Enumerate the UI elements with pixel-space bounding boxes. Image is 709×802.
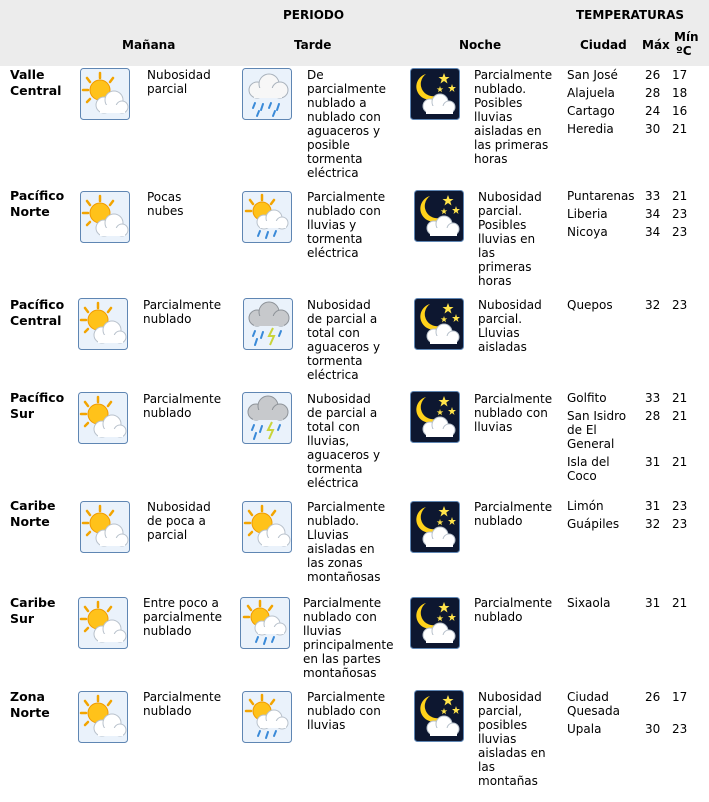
forecast-line: Entre poco a	[143, 596, 219, 610]
forecast-line: Lluvias	[478, 326, 520, 340]
periodo-heading: PERIODO	[283, 8, 345, 22]
max-temp: 26	[645, 68, 661, 82]
forecast-line: las	[478, 760, 495, 774]
forecast-line: Nubosidad	[307, 298, 371, 312]
region-name-line: Caribe	[10, 595, 56, 610]
city-name-line: San José	[567, 68, 618, 82]
min-temp: 21	[672, 189, 688, 203]
tarde-forecast-text	[307, 392, 380, 490]
forecast-line: nublado	[474, 514, 523, 528]
sun-cloud-rain-icon	[242, 191, 292, 243]
forecast-line: parcial	[147, 528, 188, 542]
noche-forecast-text	[474, 392, 552, 434]
min-temp: 23	[672, 517, 688, 531]
city-name	[567, 68, 645, 82]
temperaturas-heading: TEMPERATURAS	[576, 8, 685, 22]
max-temp: 31	[645, 596, 661, 610]
forecast-line: tormenta	[307, 462, 363, 476]
forecast-line: eléctrica	[307, 246, 359, 260]
noche-forecast-text	[474, 500, 552, 528]
city-name	[567, 225, 645, 239]
forecast-line: Parcialmente	[143, 298, 222, 312]
storm-cloud-rain-icon	[242, 392, 292, 444]
min-temp: 21	[672, 409, 688, 423]
region-name-line: Norte	[10, 204, 50, 219]
forecast-line: parcialmente	[307, 82, 387, 96]
forecast-line: Parcialmente	[143, 392, 222, 406]
forecast-line: total con	[307, 326, 360, 340]
manana-forecast-text	[143, 392, 221, 420]
city-name	[567, 298, 645, 312]
forecast-line: nublado	[474, 610, 523, 624]
forecast-line: Nubosidad	[307, 392, 371, 406]
city-name	[567, 207, 645, 221]
city-name-line: Guápiles	[567, 517, 620, 531]
forecast-line: lluvias	[474, 420, 513, 434]
forecast-line: de parcial a	[307, 406, 378, 420]
forecast-line: Pocas	[147, 190, 182, 204]
max-temp: 33	[645, 391, 661, 405]
moon-stars-cloud-icon	[414, 298, 464, 350]
forecast-line: tormenta	[307, 354, 363, 368]
city-name-line: Golfito	[567, 391, 607, 405]
ciudad-heading: Ciudad	[580, 38, 627, 52]
min-temp: 17	[672, 68, 688, 82]
forecast-line: nublado	[143, 312, 192, 326]
manana-forecast-text	[147, 190, 183, 218]
forecast-line: de poca a	[147, 514, 206, 528]
partly-cloudy-day-icon	[242, 501, 292, 553]
noche-forecast-text	[478, 190, 542, 288]
forecast-line: nubes	[147, 204, 184, 218]
forecast-line: parcial,	[478, 704, 523, 718]
moon-stars-cloud-icon	[410, 391, 460, 443]
manana-forecast-text	[143, 596, 222, 638]
forecast-line: Parcialmente	[474, 596, 553, 610]
forecast-line: nublado con	[307, 204, 381, 218]
forecast-line: nublado con	[307, 110, 381, 124]
forecast-line: lluvias y	[307, 218, 357, 232]
city-name-line: General	[567, 437, 615, 451]
region-name	[10, 689, 50, 721]
city-name	[567, 409, 645, 451]
noche-forecast-text	[474, 68, 552, 166]
forecast-line: Nubosidad	[147, 500, 211, 514]
forecast-line: tormenta	[307, 152, 363, 166]
forecast-line: Lluvias	[307, 528, 349, 542]
city-name-line: Limón	[567, 499, 604, 513]
region-name-line: Central	[10, 313, 62, 328]
min-temp: 21	[672, 455, 688, 469]
forecast-line: horas	[474, 152, 508, 166]
manana-forecast-text	[147, 500, 211, 542]
forecast-line: Posibles	[474, 96, 523, 110]
region-name	[10, 595, 55, 627]
region-name-line: Pacífico	[10, 188, 65, 203]
forecast-line: nublado con	[303, 610, 377, 624]
region-name	[10, 188, 64, 220]
noche-heading: Noche	[459, 38, 502, 52]
city-name-line: Quesada	[567, 704, 621, 718]
forecast-line: nublado a	[307, 96, 367, 110]
forecast-line: nublado.	[474, 82, 527, 96]
partly-cloudy-day-icon	[80, 68, 130, 120]
forecast-line: Parcialmente	[474, 68, 553, 82]
forecast-line: eléctrica	[307, 476, 359, 490]
noche-forecast-text	[478, 690, 546, 788]
city-name-line: Alajuela	[567, 86, 615, 100]
forecast-line: eléctrica	[307, 368, 359, 382]
forecast-line: las	[478, 246, 495, 260]
city-name-line: Quepos	[567, 298, 613, 312]
noche-forecast-text	[478, 298, 542, 354]
min-temp: 23	[672, 499, 688, 513]
forecast-line: aisladas en	[478, 746, 546, 760]
partly-cloudy-day-icon	[78, 298, 128, 350]
min-temp: 21	[672, 596, 688, 610]
sun-cloud-rain-icon	[242, 691, 292, 743]
forecast-line: Nubosidad	[147, 68, 211, 82]
forecast-line: de parcial a	[307, 312, 378, 326]
forecast-line: parcialmente	[143, 610, 223, 624]
partly-cloudy-day-icon	[80, 501, 130, 553]
city-name-line: Upala	[567, 722, 602, 736]
forecast-line: nublado	[143, 406, 192, 420]
forecast-line: aisladas en	[474, 124, 542, 138]
forecast-line: lluvias	[474, 110, 513, 124]
max-temp: 28	[645, 86, 661, 100]
forecast-line: tormenta	[307, 232, 363, 246]
manana-forecast-text	[143, 690, 221, 718]
forecast-line: total con	[307, 420, 360, 434]
partly-cloudy-day-icon	[80, 191, 130, 243]
noche-forecast-text	[474, 596, 552, 624]
city-name-line: de El	[567, 423, 597, 437]
forecast-line: Parcialmente	[307, 690, 386, 704]
region-name-line: Pacífico	[10, 390, 65, 405]
manana-heading: Mañana	[122, 38, 176, 52]
region-name-line: Sur	[10, 406, 35, 421]
forecast-line: nublado	[143, 624, 192, 638]
max-temp: 24	[645, 104, 661, 118]
city-name	[567, 499, 645, 513]
forecast-line: montañas	[478, 774, 538, 788]
min-temp: 17	[672, 690, 688, 704]
min-temp: 23	[672, 722, 688, 736]
city-name	[567, 722, 645, 736]
region-name-line: Pacífico	[10, 297, 65, 312]
city-name	[567, 690, 645, 718]
city-name-line: Liberia	[567, 207, 608, 221]
tarde-forecast-text	[303, 596, 394, 680]
region-name	[10, 390, 64, 422]
forecast-line: Parcialmente	[474, 500, 553, 514]
tarde-forecast-text	[307, 190, 385, 260]
city-name-line: Cartago	[567, 104, 615, 118]
max-temp: 34	[645, 225, 661, 239]
moon-stars-cloud-icon	[414, 690, 464, 742]
max-temp: 31	[645, 499, 661, 513]
forecast-line: Parcialmente	[307, 190, 386, 204]
forecast-line: parcial.	[478, 312, 523, 326]
forecast-line: aisladas	[478, 340, 527, 354]
city-name-line: San Isidro	[567, 409, 627, 423]
min-temp: 21	[672, 391, 688, 405]
cloud-showers-icon	[242, 68, 292, 120]
max-temp: 32	[645, 298, 661, 312]
forecast-line: Nubosidad	[478, 298, 542, 312]
max-temp: 26	[645, 690, 661, 704]
city-name-line: Isla del	[567, 455, 610, 469]
max-temp: 31	[645, 455, 661, 469]
city-name	[567, 122, 645, 136]
city-name-line: Coco	[567, 469, 597, 483]
partly-cloudy-day-icon	[78, 691, 128, 743]
region-name-line: Norte	[10, 514, 50, 529]
forecast-line: principalmente	[303, 638, 394, 652]
sun-cloud-rain-icon	[240, 597, 290, 649]
forecast-line: en las partes	[303, 652, 381, 666]
city-name	[567, 189, 645, 203]
city-name	[567, 104, 645, 118]
min-temp: 23	[672, 207, 688, 221]
tarde-forecast-text	[307, 298, 380, 382]
region-name-line: Caribe	[10, 498, 56, 513]
forecast-line: Parcialmente	[474, 392, 553, 406]
forecast-line: las zonas	[307, 556, 363, 570]
max-temp: 30	[645, 722, 661, 736]
region-name-line: Sur	[10, 611, 35, 626]
max-temp: 30	[645, 122, 661, 136]
moon-stars-cloud-icon	[410, 597, 460, 649]
forecast-line: lluvias	[307, 718, 346, 732]
region-name	[10, 67, 61, 99]
city-name-line: Nicoya	[567, 225, 608, 239]
unit-heading: ºC	[676, 44, 692, 58]
forecast-line: nublado	[143, 704, 192, 718]
max-temp: 33	[645, 189, 661, 203]
forecast-line: Parcialmente	[303, 596, 382, 610]
city-name	[567, 391, 645, 405]
forecast-line: Parcialmente	[143, 690, 222, 704]
min-temp: 21	[672, 122, 688, 136]
forecast-line: montañosas	[307, 570, 381, 584]
forecast-line: Nubosidad	[478, 190, 542, 204]
max-temp: 34	[645, 207, 661, 221]
city-name	[567, 596, 645, 610]
min-temp: 16	[672, 104, 688, 118]
region-name	[10, 498, 55, 530]
forecast-line: posibles	[478, 718, 528, 732]
moon-stars-cloud-icon	[410, 68, 460, 120]
forecast-line: aguaceros y	[307, 340, 381, 354]
tarde-forecast-text	[307, 68, 386, 180]
forecast-line: nublado.	[307, 514, 360, 528]
partly-cloudy-day-icon	[78, 392, 128, 444]
region-name	[10, 297, 64, 329]
city-name	[567, 517, 645, 531]
manana-forecast-text	[143, 298, 221, 326]
city-name	[567, 86, 645, 100]
forecast-line: nublado con	[307, 704, 381, 718]
storm-cloud-rain-icon	[243, 298, 293, 350]
min-temp: 23	[672, 225, 688, 239]
forecast-line: parcial.	[478, 204, 523, 218]
min-heading: Mín	[674, 30, 699, 44]
forecast-line: aguaceros y	[307, 448, 381, 462]
forecast-line: aisladas en	[307, 542, 375, 556]
forecast-line: las primeras	[474, 138, 549, 152]
manana-forecast-text	[147, 68, 211, 96]
forecast-line: Nubosidad	[478, 690, 542, 704]
region-name-line: Norte	[10, 705, 50, 720]
city-name-line: Ciudad	[567, 690, 609, 704]
forecast-line: lluvias	[478, 732, 517, 746]
moon-stars-cloud-icon	[414, 190, 464, 242]
max-heading: Máx	[642, 38, 670, 52]
tarde-heading: Tarde	[294, 38, 332, 52]
forecast-line: aguaceros y	[307, 124, 381, 138]
city-name-line: Sixaola	[567, 596, 611, 610]
forecast-line: Parcialmente	[307, 500, 386, 514]
tarde-forecast-text	[307, 690, 385, 732]
region-name-line: Zona	[10, 689, 45, 704]
table-header	[0, 0, 709, 66]
max-temp: 32	[645, 517, 661, 531]
forecast-line: horas	[478, 274, 512, 288]
city-name	[567, 455, 645, 483]
forecast-line: Posibles	[478, 218, 527, 232]
max-temp: 28	[645, 409, 661, 423]
forecast-line: lluvias	[303, 624, 342, 638]
min-temp: 18	[672, 86, 688, 100]
forecast-line: lluvias,	[307, 434, 350, 448]
forecast-line: primeras	[478, 260, 532, 274]
forecast-line: lluvias en	[478, 232, 536, 246]
forecast-line: De	[307, 68, 324, 82]
city-name-line: Puntarenas	[567, 189, 635, 203]
forecast-line: nublado con	[474, 406, 548, 420]
forecast-line: montañosas	[303, 666, 377, 680]
city-name-line: Heredia	[567, 122, 614, 136]
tarde-forecast-text	[307, 500, 385, 584]
forecast-line: eléctrica	[307, 166, 359, 180]
moon-stars-cloud-icon	[410, 501, 460, 553]
forecast-line: posible	[307, 138, 350, 152]
region-name-line: Central	[10, 83, 62, 98]
min-temp: 23	[672, 298, 688, 312]
partly-cloudy-day-icon	[78, 597, 128, 649]
region-name-line: Valle	[10, 67, 45, 82]
forecast-line: parcial	[147, 82, 188, 96]
